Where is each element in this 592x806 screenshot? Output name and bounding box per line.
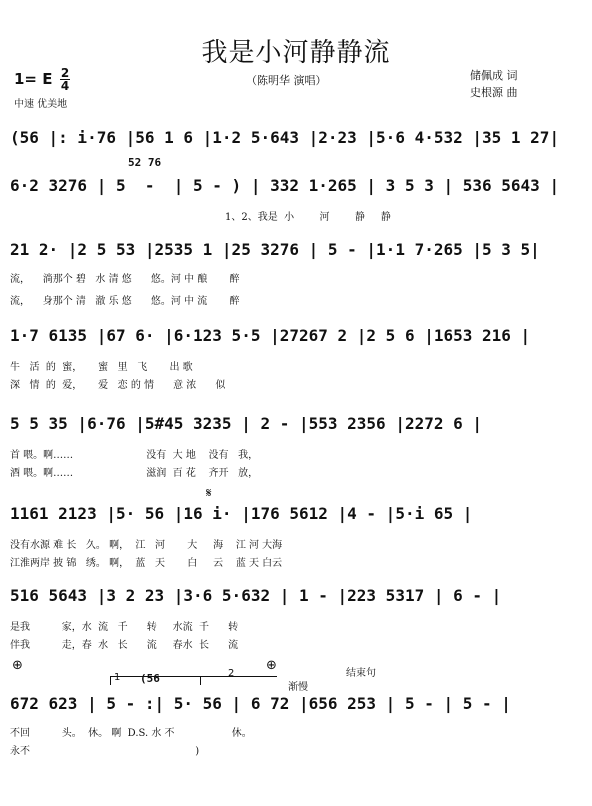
notation-line: 5 5 35 |6·76 |5#45 3235 | 2 - |553 2356 |2272 6 | (10, 414, 483, 433)
coda-icon: ⊕ (12, 658, 23, 673)
key-signature: 1= E (14, 70, 53, 88)
staff-row-1 (10, 124, 576, 154)
lyrics-verse-2: 永不 ) (10, 746, 200, 757)
lyrics-verse-1: 1、2、我是 小 河 静 静 (225, 212, 391, 223)
lyrics-verse-2: 流， 身那个 清 澈 乐 悠 悠。河 中 流 醉 (10, 296, 240, 307)
time-signature (60, 67, 70, 92)
volta-1-number: 1 (114, 672, 121, 683)
volta-bracket-2 (200, 676, 277, 685)
staff-row-6 (10, 500, 576, 530)
composer-credit: 史根源 曲 (470, 86, 518, 99)
tempo-marking: 中速 优美地 (14, 99, 68, 110)
notation-line: 21 2· |2 5 53 |2535 1 |25 3276 | 5 - |1·1 7·265 |5 3 5| (10, 240, 540, 259)
notation-line: 516 5643 |3 2 23 |3·6 5·632 | 1 - |223 5317 | 6 - | (10, 586, 502, 605)
lyrics-verse-1: 没有水源 难 长 久。 啊， 江 河 大 海 江 河 大海 (10, 540, 283, 551)
notation-line: 6·2 3276 | 5 - | 5 - ) | 332 1·265 | 3 5 3 | 536 5643 | (10, 176, 560, 195)
grace-notes: 52 76 (128, 156, 162, 169)
lyrics-verse-1: 是我 家，水 流 千 转 水流 千 转 (10, 622, 239, 633)
volta-2-number: 2 (228, 668, 235, 679)
lyrics-verse-2: 江淮两岸 披 锦 绣。 啊， 蓝 天 白 云 蓝 天 白云 (10, 558, 283, 569)
coda-icon: ⊕ (266, 658, 277, 673)
lyrics-verse-1: 不回 头。 休。 啊 D.S. 水 不 休。 (10, 728, 252, 739)
staff-row-2 (10, 172, 576, 202)
lyrics-verse-2: 酒 喂。啊…… 滋润 百 花 齐开 放， (10, 468, 259, 479)
page-title: 我是小河静静流 (201, 38, 391, 68)
volta-notes: (56 (140, 672, 160, 685)
staff-row-4 (10, 322, 576, 352)
notation-line: 1161 2123 |5· 56 |16 i· |176 5612 |4 - |5·i 65 | (10, 504, 473, 523)
staff-row-3 (10, 236, 576, 266)
lyricist-credit: 储佩成 词 (470, 69, 518, 82)
time-top: 2 (60, 66, 70, 80)
singer-credit: （陈明华 演唱） (246, 74, 327, 87)
lyrics-verse-2: 伴我 走，春 水 长 流 春水 长 流 (10, 640, 239, 651)
time-bottom: 4 (60, 79, 70, 93)
gradual-marking: 渐慢 (288, 682, 308, 693)
lyrics-verse-2: 深 情 的 爱， 爱 恋 的 情 意 浓 似 (10, 380, 226, 391)
ending-label: 结束句 (346, 668, 376, 679)
notation-line: (56 |: i·76 |56 1 6 |1·2 5·643 |2·23 |5·6 4·532 |35 1 27| (10, 128, 560, 147)
lyrics-verse-1: 牛 活 的 蜜， 蜜 里 飞 出 歌 (10, 362, 212, 373)
segno-icon: 𝄋 (206, 486, 212, 501)
staff-row-5 (10, 410, 576, 440)
lyrics-verse-1: 流， 淌那个 碧 水 清 悠 悠。河 中 酿 醉 (10, 274, 240, 285)
notation-line: 672 623 | 5 - :| 5· 56 | 6 72 |656 253 | 5 - | 5 - | (10, 694, 511, 713)
lyrics-verse-1: 首 喂。啊…… 没有 大 地 没有 我， (10, 450, 259, 461)
staff-row-7 (10, 582, 576, 612)
staff-row-8 (10, 690, 576, 720)
notation-line: 1·7 6135 |67 6· |6·123 5·5 |27267 2 |2 5 6 |1653 216 | (10, 326, 531, 345)
